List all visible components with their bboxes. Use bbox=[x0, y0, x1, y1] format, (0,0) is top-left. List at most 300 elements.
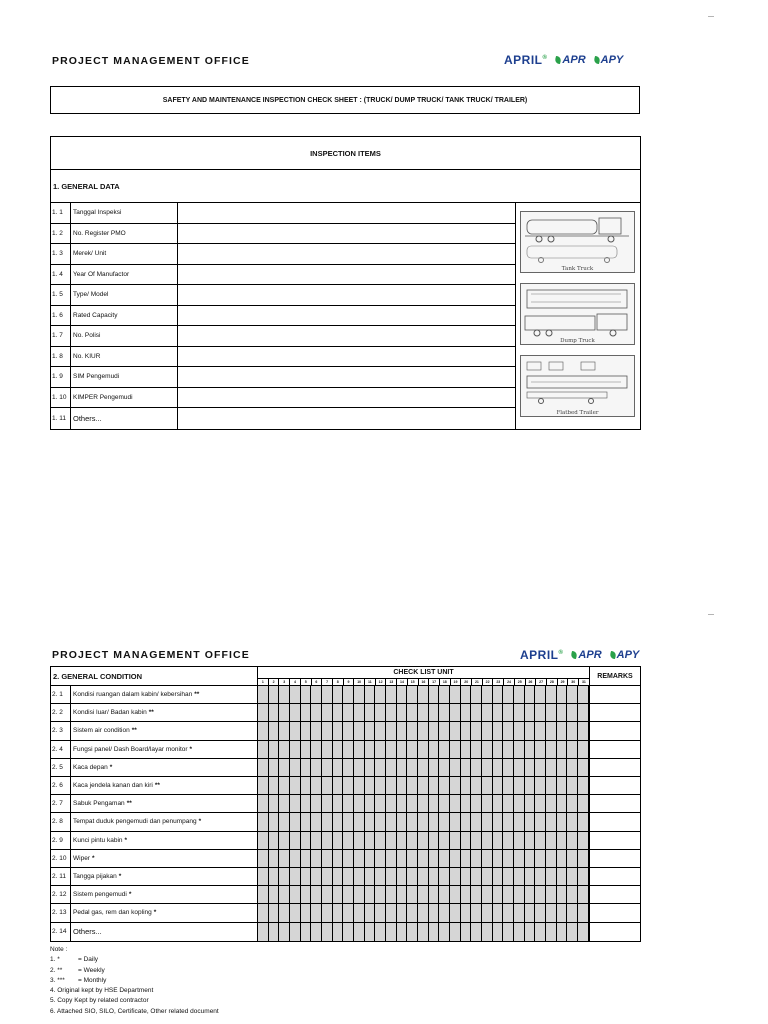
checklist-cell[interactable] bbox=[546, 832, 557, 849]
checklist-cell[interactable] bbox=[258, 759, 269, 776]
checklist-cell[interactable] bbox=[407, 795, 418, 812]
checklist-cell[interactable] bbox=[322, 777, 333, 794]
checklist-cell[interactable] bbox=[578, 886, 589, 903]
checklist-cell[interactable] bbox=[461, 777, 472, 794]
checklist-cell[interactable] bbox=[557, 704, 568, 721]
checklist-cell[interactable] bbox=[365, 777, 376, 794]
value-field[interactable] bbox=[178, 285, 515, 305]
checklist-cell[interactable] bbox=[482, 795, 493, 812]
checklist-cell[interactable] bbox=[333, 759, 344, 776]
checklist-cell[interactable] bbox=[471, 795, 482, 812]
checklist-cell[interactable] bbox=[269, 850, 280, 867]
checklist-cell[interactable] bbox=[311, 850, 322, 867]
checklist-cell[interactable] bbox=[279, 923, 290, 941]
checklist-cell[interactable] bbox=[471, 832, 482, 849]
checklist-cell[interactable] bbox=[269, 741, 280, 758]
checklist-cell[interactable] bbox=[397, 850, 408, 867]
checklist-cell[interactable] bbox=[333, 686, 344, 703]
checklist-cell[interactable] bbox=[514, 722, 525, 739]
checklist-cell[interactable] bbox=[493, 850, 504, 867]
checklist-cell[interactable] bbox=[407, 886, 418, 903]
checklist-cell[interactable] bbox=[471, 904, 482, 921]
checklist-cell[interactable] bbox=[322, 868, 333, 885]
checklist-cell[interactable] bbox=[578, 904, 589, 921]
checklist-cell[interactable] bbox=[258, 813, 269, 830]
checklist-cell[interactable] bbox=[365, 923, 376, 941]
checklist-cell[interactable] bbox=[365, 904, 376, 921]
checklist-cell[interactable] bbox=[418, 868, 429, 885]
checklist-cell[interactable] bbox=[258, 868, 269, 885]
checklist-cell[interactable] bbox=[439, 832, 450, 849]
checklist-cell[interactable] bbox=[482, 722, 493, 739]
checklist-cell[interactable] bbox=[535, 832, 546, 849]
checklist-cell[interactable] bbox=[258, 686, 269, 703]
checklist-cell[interactable] bbox=[322, 850, 333, 867]
checklist-cell[interactable] bbox=[311, 795, 322, 812]
checklist-cell[interactable] bbox=[471, 813, 482, 830]
checklist-cell[interactable] bbox=[493, 759, 504, 776]
checklist-cell[interactable] bbox=[365, 722, 376, 739]
checklist-cell[interactable] bbox=[429, 795, 440, 812]
checklist-cell[interactable] bbox=[578, 759, 589, 776]
value-field[interactable] bbox=[178, 347, 515, 367]
checklist-cell[interactable] bbox=[429, 886, 440, 903]
checklist-cell[interactable] bbox=[269, 904, 280, 921]
checklist-cell[interactable] bbox=[301, 904, 312, 921]
checklist-cell[interactable] bbox=[386, 923, 397, 941]
checklist-cell[interactable] bbox=[322, 832, 333, 849]
checklist-cell[interactable] bbox=[301, 850, 312, 867]
checklist-cell[interactable] bbox=[450, 741, 461, 758]
checklist-cell[interactable] bbox=[429, 832, 440, 849]
checklist-cell[interactable] bbox=[567, 722, 578, 739]
checklist-cell[interactable] bbox=[525, 868, 536, 885]
checklist-cell[interactable] bbox=[269, 795, 280, 812]
checklist-cell[interactable] bbox=[397, 832, 408, 849]
checklist-cell[interactable] bbox=[279, 704, 290, 721]
checklist-cell[interactable] bbox=[269, 813, 280, 830]
checklist-cell[interactable] bbox=[407, 759, 418, 776]
checklist-cell[interactable] bbox=[503, 741, 514, 758]
checklist-cell[interactable] bbox=[418, 741, 429, 758]
checklist-cell[interactable] bbox=[397, 904, 408, 921]
checklist-cell[interactable] bbox=[301, 722, 312, 739]
checklist-cell[interactable] bbox=[535, 868, 546, 885]
checklist-cell[interactable] bbox=[493, 741, 504, 758]
checklist-cell[interactable] bbox=[557, 886, 568, 903]
checklist-cell[interactable] bbox=[567, 886, 578, 903]
remarks-cell[interactable] bbox=[590, 923, 640, 941]
checklist-cell[interactable] bbox=[429, 868, 440, 885]
checklist-cell[interactable] bbox=[386, 759, 397, 776]
checklist-cell[interactable] bbox=[279, 759, 290, 776]
checklist-cell[interactable] bbox=[311, 741, 322, 758]
checklist-cell[interactable] bbox=[514, 777, 525, 794]
checklist-cell[interactable] bbox=[333, 904, 344, 921]
checklist-cell[interactable] bbox=[311, 923, 322, 941]
checklist-cell[interactable] bbox=[525, 904, 536, 921]
checklist-cell[interactable] bbox=[375, 868, 386, 885]
checklist-cell[interactable] bbox=[407, 777, 418, 794]
checklist-cell[interactable] bbox=[493, 795, 504, 812]
checklist-cell[interactable] bbox=[482, 832, 493, 849]
checklist-cell[interactable] bbox=[386, 795, 397, 812]
checklist-cell[interactable] bbox=[354, 886, 365, 903]
checklist-cell[interactable] bbox=[311, 759, 322, 776]
checklist-cell[interactable] bbox=[567, 868, 578, 885]
checklist-cell[interactable] bbox=[461, 904, 472, 921]
checklist-cell[interactable] bbox=[482, 741, 493, 758]
checklist-cell[interactable] bbox=[397, 741, 408, 758]
checklist-cell[interactable] bbox=[418, 704, 429, 721]
checklist-cell[interactable] bbox=[471, 686, 482, 703]
checklist-cell[interactable] bbox=[279, 850, 290, 867]
checklist-cell[interactable] bbox=[439, 850, 450, 867]
checklist-cell[interactable] bbox=[343, 813, 354, 830]
value-field[interactable] bbox=[178, 408, 515, 429]
checklist-cell[interactable] bbox=[322, 759, 333, 776]
checklist-cell[interactable] bbox=[258, 722, 269, 739]
checklist-cell[interactable] bbox=[578, 777, 589, 794]
checklist-cell[interactable] bbox=[322, 741, 333, 758]
checklist-cell[interactable] bbox=[375, 722, 386, 739]
checklist-cell[interactable] bbox=[322, 923, 333, 941]
checklist-cell[interactable] bbox=[365, 850, 376, 867]
checklist-cell[interactable] bbox=[461, 686, 472, 703]
checklist-cell[interactable] bbox=[482, 923, 493, 941]
checklist-cell[interactable] bbox=[418, 886, 429, 903]
checklist-cell[interactable] bbox=[557, 832, 568, 849]
checklist-cell[interactable] bbox=[546, 759, 557, 776]
checklist-cell[interactable] bbox=[439, 759, 450, 776]
checklist-cell[interactable] bbox=[290, 759, 301, 776]
checklist-cell[interactable] bbox=[493, 923, 504, 941]
checklist-cell[interactable] bbox=[322, 904, 333, 921]
remarks-cell[interactable] bbox=[590, 795, 640, 812]
checklist-cell[interactable] bbox=[354, 704, 365, 721]
checklist-cell[interactable] bbox=[439, 868, 450, 885]
checklist-cell[interactable] bbox=[567, 904, 578, 921]
value-field[interactable] bbox=[178, 367, 515, 387]
checklist-cell[interactable] bbox=[301, 813, 312, 830]
checklist-cell[interactable] bbox=[557, 813, 568, 830]
checklist-cell[interactable] bbox=[343, 795, 354, 812]
checklist-cell[interactable] bbox=[407, 741, 418, 758]
checklist-cell[interactable] bbox=[290, 886, 301, 903]
checklist-cell[interactable] bbox=[418, 850, 429, 867]
checklist-cell[interactable] bbox=[429, 704, 440, 721]
checklist-cell[interactable] bbox=[461, 923, 472, 941]
checklist-cell[interactable] bbox=[258, 795, 269, 812]
checklist-cell[interactable] bbox=[301, 777, 312, 794]
remarks-cell[interactable] bbox=[590, 904, 640, 921]
checklist-cell[interactable] bbox=[503, 868, 514, 885]
checklist-cell[interactable] bbox=[397, 759, 408, 776]
checklist-cell[interactable] bbox=[290, 813, 301, 830]
checklist-cell[interactable] bbox=[279, 795, 290, 812]
checklist-cell[interactable] bbox=[290, 850, 301, 867]
checklist-cell[interactable] bbox=[503, 795, 514, 812]
checklist-cell[interactable] bbox=[290, 795, 301, 812]
checklist-cell[interactable] bbox=[514, 923, 525, 941]
checklist-cell[interactable] bbox=[375, 813, 386, 830]
checklist-cell[interactable] bbox=[343, 741, 354, 758]
checklist-cell[interactable] bbox=[418, 923, 429, 941]
checklist-cell[interactable] bbox=[461, 850, 472, 867]
checklist-cell[interactable] bbox=[354, 795, 365, 812]
checklist-cell[interactable] bbox=[567, 832, 578, 849]
checklist-cell[interactable] bbox=[407, 832, 418, 849]
value-field[interactable] bbox=[178, 388, 515, 408]
checklist-cell[interactable] bbox=[258, 850, 269, 867]
checklist-cell[interactable] bbox=[418, 722, 429, 739]
checklist-cell[interactable] bbox=[333, 722, 344, 739]
checklist-cell[interactable] bbox=[279, 832, 290, 849]
remarks-cell[interactable] bbox=[590, 722, 640, 739]
checklist-cell[interactable] bbox=[354, 850, 365, 867]
checklist-cell[interactable] bbox=[365, 795, 376, 812]
checklist-cell[interactable] bbox=[301, 686, 312, 703]
checklist-cell[interactable] bbox=[525, 722, 536, 739]
checklist-cell[interactable] bbox=[546, 886, 557, 903]
checklist-cell[interactable] bbox=[482, 886, 493, 903]
checklist-cell[interactable] bbox=[482, 813, 493, 830]
checklist-cell[interactable] bbox=[386, 686, 397, 703]
checklist-cell[interactable] bbox=[269, 759, 280, 776]
checklist-cell[interactable] bbox=[397, 795, 408, 812]
checklist-cell[interactable] bbox=[461, 813, 472, 830]
checklist-cell[interactable] bbox=[535, 777, 546, 794]
checklist-cell[interactable] bbox=[418, 904, 429, 921]
checklist-cell[interactable] bbox=[258, 886, 269, 903]
checklist-cell[interactable] bbox=[514, 704, 525, 721]
checklist-cell[interactable] bbox=[482, 850, 493, 867]
checklist-cell[interactable] bbox=[578, 722, 589, 739]
checklist-cell[interactable] bbox=[429, 904, 440, 921]
checklist-cell[interactable] bbox=[503, 759, 514, 776]
checklist-cell[interactable] bbox=[514, 832, 525, 849]
checklist-cell[interactable] bbox=[450, 832, 461, 849]
value-field[interactable] bbox=[178, 203, 515, 223]
value-field[interactable] bbox=[178, 244, 515, 264]
checklist-cell[interactable] bbox=[418, 832, 429, 849]
checklist-cell[interactable] bbox=[311, 813, 322, 830]
checklist-cell[interactable] bbox=[535, 704, 546, 721]
checklist-cell[interactable] bbox=[354, 759, 365, 776]
checklist-cell[interactable] bbox=[354, 741, 365, 758]
checklist-cell[interactable] bbox=[343, 777, 354, 794]
checklist-cell[interactable] bbox=[269, 868, 280, 885]
checklist-cell[interactable] bbox=[290, 777, 301, 794]
checklist-cell[interactable] bbox=[407, 904, 418, 921]
checklist-cell[interactable] bbox=[386, 868, 397, 885]
checklist-cell[interactable] bbox=[311, 886, 322, 903]
checklist-cell[interactable] bbox=[407, 868, 418, 885]
checklist-cell[interactable] bbox=[567, 813, 578, 830]
checklist-cell[interactable] bbox=[578, 704, 589, 721]
checklist-cell[interactable] bbox=[461, 704, 472, 721]
checklist-cell[interactable] bbox=[290, 722, 301, 739]
checklist-cell[interactable] bbox=[397, 722, 408, 739]
checklist-cell[interactable] bbox=[461, 759, 472, 776]
checklist-cell[interactable] bbox=[514, 868, 525, 885]
checklist-cell[interactable] bbox=[493, 868, 504, 885]
checklist-cell[interactable] bbox=[269, 886, 280, 903]
checklist-cell[interactable] bbox=[322, 722, 333, 739]
checklist-cell[interactable] bbox=[567, 759, 578, 776]
checklist-cell[interactable] bbox=[567, 795, 578, 812]
checklist-cell[interactable] bbox=[525, 813, 536, 830]
checklist-cell[interactable] bbox=[535, 904, 546, 921]
checklist-cell[interactable] bbox=[365, 704, 376, 721]
checklist-cell[interactable] bbox=[311, 686, 322, 703]
checklist-cell[interactable] bbox=[514, 759, 525, 776]
checklist-cell[interactable] bbox=[311, 704, 322, 721]
checklist-cell[interactable] bbox=[461, 886, 472, 903]
checklist-cell[interactable] bbox=[514, 813, 525, 830]
checklist-cell[interactable] bbox=[322, 795, 333, 812]
checklist-cell[interactable] bbox=[578, 923, 589, 941]
checklist-cell[interactable] bbox=[450, 886, 461, 903]
checklist-cell[interactable] bbox=[493, 904, 504, 921]
remarks-cell[interactable] bbox=[590, 850, 640, 867]
checklist-cell[interactable] bbox=[525, 759, 536, 776]
checklist-cell[interactable] bbox=[258, 777, 269, 794]
checklist-cell[interactable] bbox=[269, 686, 280, 703]
checklist-cell[interactable] bbox=[333, 813, 344, 830]
checklist-cell[interactable] bbox=[450, 777, 461, 794]
checklist-cell[interactable] bbox=[311, 832, 322, 849]
checklist-cell[interactable] bbox=[546, 777, 557, 794]
checklist-cell[interactable] bbox=[322, 886, 333, 903]
checklist-cell[interactable] bbox=[493, 813, 504, 830]
checklist-cell[interactable] bbox=[397, 686, 408, 703]
checklist-cell[interactable] bbox=[418, 686, 429, 703]
checklist-cell[interactable] bbox=[418, 777, 429, 794]
checklist-cell[interactable] bbox=[322, 813, 333, 830]
checklist-cell[interactable] bbox=[365, 759, 376, 776]
checklist-cell[interactable] bbox=[354, 832, 365, 849]
checklist-cell[interactable] bbox=[546, 813, 557, 830]
checklist-cell[interactable] bbox=[546, 741, 557, 758]
checklist-cell[interactable] bbox=[343, 686, 354, 703]
checklist-cell[interactable] bbox=[450, 850, 461, 867]
checklist-cell[interactable] bbox=[493, 777, 504, 794]
checklist-cell[interactable] bbox=[503, 777, 514, 794]
checklist-cell[interactable] bbox=[375, 777, 386, 794]
checklist-cell[interactable] bbox=[354, 923, 365, 941]
checklist-cell[interactable] bbox=[375, 904, 386, 921]
checklist-cell[interactable] bbox=[546, 868, 557, 885]
checklist-cell[interactable] bbox=[557, 777, 568, 794]
value-field[interactable] bbox=[178, 326, 515, 346]
checklist-cell[interactable] bbox=[333, 741, 344, 758]
checklist-cell[interactable] bbox=[290, 686, 301, 703]
checklist-cell[interactable] bbox=[525, 886, 536, 903]
checklist-cell[interactable] bbox=[503, 722, 514, 739]
checklist-cell[interactable] bbox=[269, 923, 280, 941]
checklist-cell[interactable] bbox=[557, 759, 568, 776]
remarks-cell[interactable] bbox=[590, 868, 640, 885]
checklist-cell[interactable] bbox=[557, 850, 568, 867]
checklist-cell[interactable] bbox=[301, 923, 312, 941]
checklist-cell[interactable] bbox=[290, 923, 301, 941]
checklist-cell[interactable] bbox=[301, 886, 312, 903]
checklist-cell[interactable] bbox=[471, 868, 482, 885]
checklist-cell[interactable] bbox=[567, 850, 578, 867]
checklist-cell[interactable] bbox=[343, 832, 354, 849]
checklist-cell[interactable] bbox=[557, 686, 568, 703]
checklist-cell[interactable] bbox=[450, 813, 461, 830]
checklist-cell[interactable] bbox=[503, 832, 514, 849]
checklist-cell[interactable] bbox=[333, 868, 344, 885]
checklist-cell[interactable] bbox=[279, 868, 290, 885]
checklist-cell[interactable] bbox=[567, 923, 578, 941]
checklist-cell[interactable] bbox=[578, 795, 589, 812]
checklist-cell[interactable] bbox=[407, 923, 418, 941]
checklist-cell[interactable] bbox=[354, 868, 365, 885]
checklist-cell[interactable] bbox=[535, 813, 546, 830]
checklist-cell[interactable] bbox=[301, 795, 312, 812]
checklist-cell[interactable] bbox=[439, 741, 450, 758]
checklist-cell[interactable] bbox=[535, 759, 546, 776]
checklist-cell[interactable] bbox=[258, 741, 269, 758]
checklist-cell[interactable] bbox=[439, 686, 450, 703]
checklist-cell[interactable] bbox=[546, 795, 557, 812]
checklist-cell[interactable] bbox=[407, 722, 418, 739]
checklist-cell[interactable] bbox=[546, 722, 557, 739]
checklist-cell[interactable] bbox=[322, 686, 333, 703]
checklist-cell[interactable] bbox=[386, 741, 397, 758]
checklist-cell[interactable] bbox=[333, 850, 344, 867]
checklist-cell[interactable] bbox=[333, 777, 344, 794]
checklist-cell[interactable] bbox=[301, 832, 312, 849]
remarks-cell[interactable] bbox=[590, 777, 640, 794]
checklist-cell[interactable] bbox=[407, 850, 418, 867]
checklist-cell[interactable] bbox=[407, 704, 418, 721]
checklist-cell[interactable] bbox=[290, 868, 301, 885]
checklist-cell[interactable] bbox=[279, 722, 290, 739]
checklist-cell[interactable] bbox=[279, 777, 290, 794]
checklist-cell[interactable] bbox=[450, 722, 461, 739]
checklist-cell[interactable] bbox=[290, 741, 301, 758]
remarks-cell[interactable] bbox=[590, 886, 640, 903]
checklist-cell[interactable] bbox=[375, 923, 386, 941]
checklist-cell[interactable] bbox=[461, 868, 472, 885]
checklist-cell[interactable] bbox=[429, 813, 440, 830]
checklist-cell[interactable] bbox=[503, 704, 514, 721]
checklist-cell[interactable] bbox=[290, 904, 301, 921]
checklist-cell[interactable] bbox=[546, 704, 557, 721]
checklist-cell[interactable] bbox=[493, 886, 504, 903]
checklist-cell[interactable] bbox=[354, 722, 365, 739]
checklist-cell[interactable] bbox=[397, 923, 408, 941]
checklist-cell[interactable] bbox=[429, 777, 440, 794]
checklist-cell[interactable] bbox=[514, 904, 525, 921]
checklist-cell[interactable] bbox=[471, 923, 482, 941]
value-field[interactable] bbox=[178, 265, 515, 285]
checklist-cell[interactable] bbox=[482, 868, 493, 885]
checklist-cell[interactable] bbox=[525, 686, 536, 703]
checklist-cell[interactable] bbox=[375, 850, 386, 867]
checklist-cell[interactable] bbox=[557, 868, 568, 885]
checklist-cell[interactable] bbox=[397, 777, 408, 794]
checklist-cell[interactable] bbox=[546, 923, 557, 941]
checklist-cell[interactable] bbox=[503, 850, 514, 867]
checklist-cell[interactable] bbox=[578, 832, 589, 849]
checklist-cell[interactable] bbox=[525, 832, 536, 849]
remarks-cell[interactable] bbox=[590, 813, 640, 830]
